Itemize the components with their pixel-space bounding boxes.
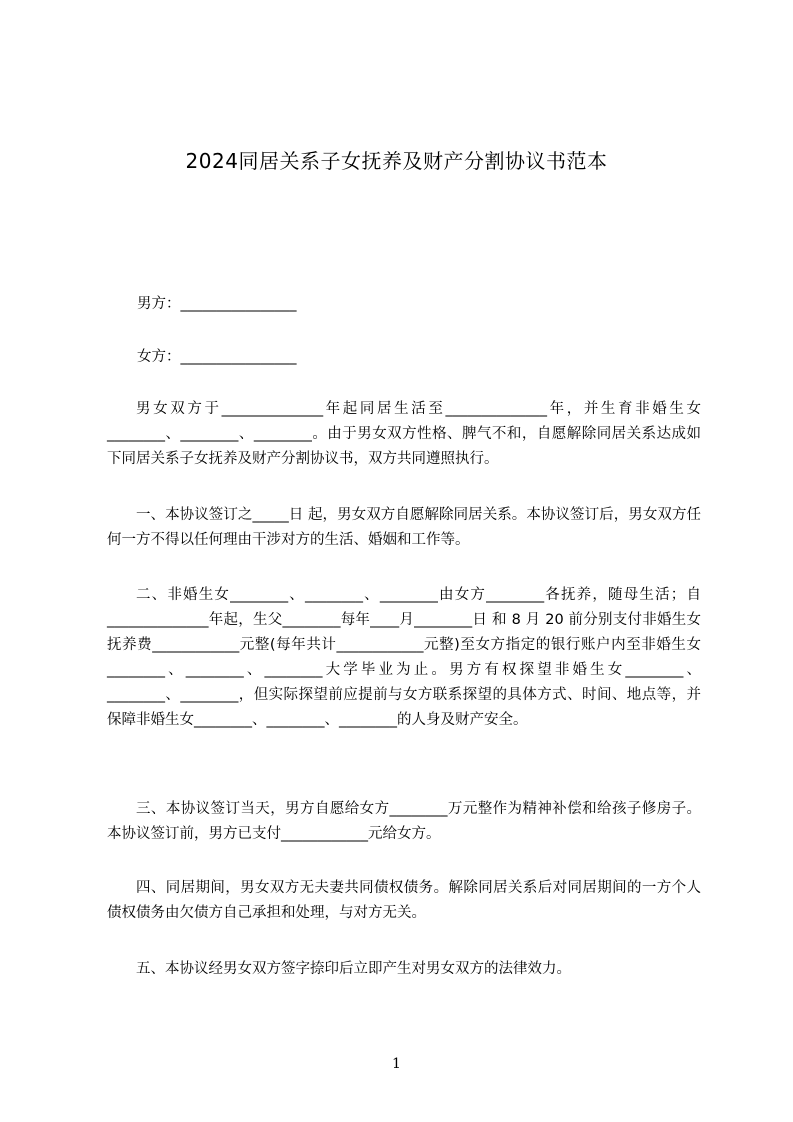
paragraph-clause-4: 四、同居期间，男女双方无夫妻共同债权债务。解除同居关系后对同居期间的一方个人债权债务由欠债方自己承担和处理，与对方无关。 (107, 880, 701, 921)
paragraph-clause-3: 三、本协议签订当天，男方自愿给女方________万元整作为精神补偿和给孩子修房子。本协议签订前，男方已支付____________元给女方。 (107, 801, 701, 842)
paragraph-intro: 男女双方于______________年起同居生活至______________年，并生育非婚生女________、________、________。由于男女双方性格、脾气不和，自愿解除同居关系达成如下同居关系子女抚养及财产分割协议书，双方共同遵照执行。 (107, 401, 701, 467)
female-party-line: 女方：________________ (137, 349, 297, 365)
paragraph-clause-1: 一、本协议签订之_____日 起，男女双方自愿解除同居关系。本协议签订后，男女双方任何一方不得以任何理由干涉对方的生活、婚姻和工作等。 (107, 507, 701, 548)
paragraph-clause-5: 五、本协议经男女双方签字捺印后立即产生对男女双方的法律效力。 (136, 961, 571, 977)
document-title: 2024同居关系子女抚养及财产分割协议书范本 (185, 149, 608, 173)
paragraph-clause-2: 二、非婚生女________、________、________由女方________各抚养，随母生活；自______________年起，生父________每年____月________日 和 8 月 20 前分别支付非婚生女抚养费____________元整(每年共计____________元整)至女方指定的银行账户内至非婚生女________、________、________大学毕业为止。男方有权探望非婚生女________、________、________，但实际探望前应提前与女方联系探望的具体方式、时间、地点等，并保障非婚生女________、________、________的人身及财产安全。 (107, 587, 701, 728)
page-number: 1 (392, 1056, 401, 1072)
male-party-line: 男方：________________ (137, 296, 297, 312)
